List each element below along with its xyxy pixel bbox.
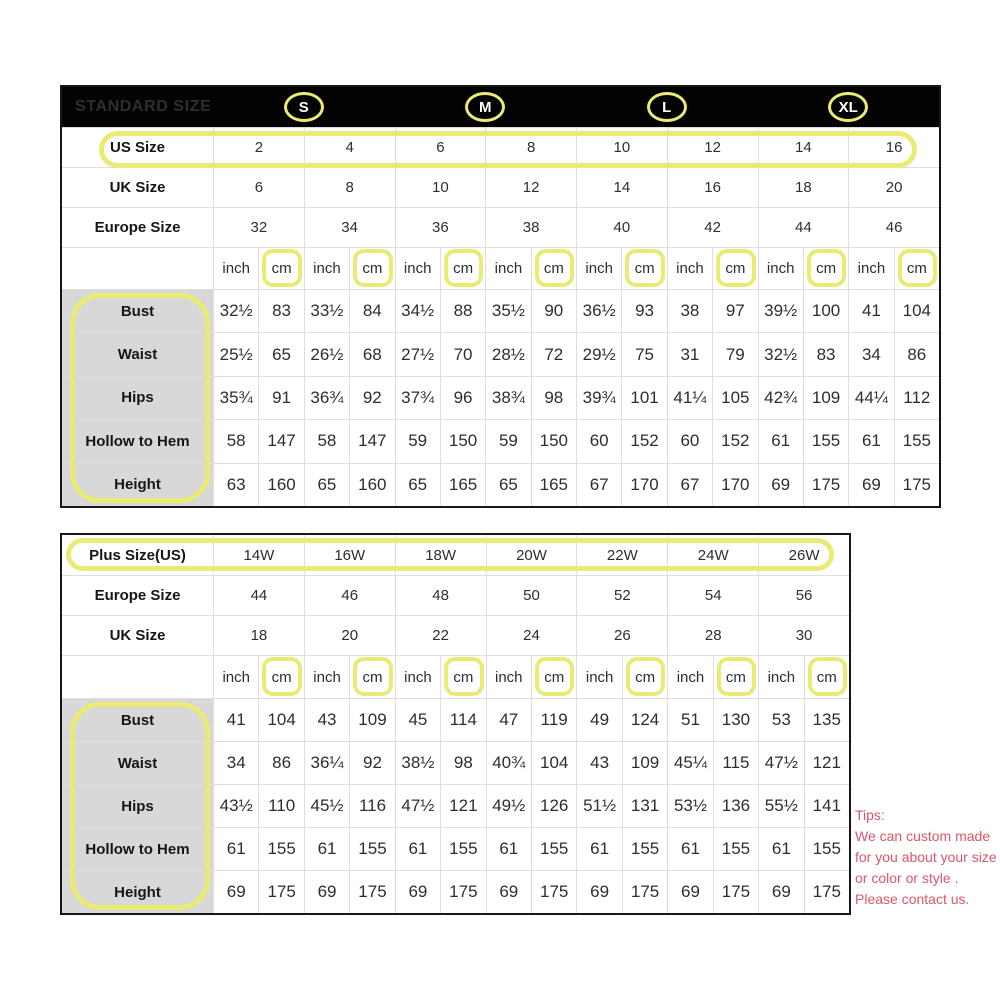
measure-value: 90 (531, 289, 576, 332)
size-value: 20 (848, 167, 939, 207)
measure-label: Waist (62, 332, 213, 375)
size-value: 36 (395, 207, 486, 247)
measure-value: 121 (440, 784, 485, 827)
measure-row (62, 463, 939, 506)
size-value: 6 (395, 127, 486, 167)
measure-value: 155 (894, 419, 939, 462)
measure-value: 175 (803, 463, 848, 506)
size-row (62, 535, 849, 575)
measure-value: 141 (804, 784, 849, 827)
size-value: 42 (667, 207, 758, 247)
measure-row (62, 332, 939, 375)
measure-value: 31 (667, 332, 712, 375)
measure-value: 175 (258, 870, 303, 913)
size-value: 18 (758, 167, 849, 207)
measure-value: 155 (531, 827, 576, 870)
measure-value: 49½ (486, 784, 531, 827)
measure-value: 35½ (485, 289, 530, 332)
measure-value: 136 (713, 784, 758, 827)
size-value: 46 (848, 207, 939, 247)
measure-row (62, 784, 849, 827)
size-value: 10 (395, 167, 486, 207)
measure-value: 98 (531, 376, 576, 419)
row-label: Plus Size(US) (89, 546, 186, 564)
measure-value: 83 (258, 289, 303, 332)
empty-cell (62, 655, 213, 698)
measure-value: 36¼ (304, 741, 349, 784)
size-value: 56 (758, 575, 849, 615)
unit-inch-label: inch (758, 247, 803, 289)
size-value: 12 (485, 167, 576, 207)
measure-value: 65 (304, 463, 349, 506)
measure-value: 26½ (304, 332, 349, 375)
unit-cm-label: cm (531, 247, 576, 289)
measure-value: 155 (258, 827, 303, 870)
measure-value: 27½ (395, 332, 440, 375)
measure-value: 40¾ (486, 741, 531, 784)
measure-value: 152 (712, 419, 757, 462)
row-label: Europe Size (62, 575, 213, 615)
measure-value: 65 (485, 463, 530, 506)
size-value: 24 (486, 615, 577, 655)
size-value: 18 (213, 615, 304, 655)
measure-label: Hollow to Hem (62, 827, 213, 870)
measure-value: 175 (349, 870, 394, 913)
size-value: 50 (486, 575, 577, 615)
measure-value: 38¾ (485, 376, 530, 419)
size-value: 38 (485, 207, 576, 247)
size-circle-annotation: XL (828, 92, 868, 122)
measure-row (62, 376, 939, 419)
measure-value: 42¾ (758, 376, 803, 419)
size-value: 22W (576, 535, 667, 575)
measure-value: 104 (258, 698, 303, 741)
measure-value: 69 (304, 870, 349, 913)
measure-value: 150 (531, 419, 576, 462)
measure-value: 175 (804, 870, 849, 913)
measure-label: Height (62, 463, 213, 506)
unit-inch-label: inch (758, 655, 803, 698)
measure-value: 109 (622, 741, 667, 784)
measure-value: 175 (440, 870, 485, 913)
size-value: 24W (667, 535, 758, 575)
measure-value: 61 (667, 827, 712, 870)
unit-inch-label: inch (576, 247, 621, 289)
measure-label: Hollow to Hem (62, 419, 213, 462)
size-value: 6 (213, 167, 304, 207)
measure-value: 104 (531, 741, 576, 784)
size-value: 48 (395, 575, 486, 615)
measure-value: 53 (758, 698, 803, 741)
measure-value: 47 (486, 698, 531, 741)
measure-value: 155 (622, 827, 667, 870)
measure-value: 32½ (213, 289, 258, 332)
measure-value: 155 (803, 419, 848, 462)
measure-value: 152 (621, 419, 666, 462)
measure-value: 175 (531, 870, 576, 913)
measure-label: Bust (62, 289, 213, 332)
size-value: 22 (395, 615, 486, 655)
measure-value: 115 (713, 741, 758, 784)
measure-value: 92 (349, 741, 394, 784)
unit-inch-label: inch (395, 655, 440, 698)
measure-label: Hips (62, 376, 213, 419)
measure-value: 69 (486, 870, 531, 913)
size-value: 52 (576, 575, 667, 615)
size-value: 14 (576, 167, 667, 207)
measure-value: 32½ (758, 332, 803, 375)
size-value: 26W (758, 535, 849, 575)
measure-value: 155 (713, 827, 758, 870)
unit-row (62, 247, 939, 289)
measure-value: 175 (622, 870, 667, 913)
measure-value: 98 (440, 741, 485, 784)
unit-cm-label: cm (894, 247, 939, 289)
measure-value: 75 (621, 332, 666, 375)
size-group-s (213, 87, 395, 127)
measure-value: 147 (258, 419, 303, 462)
measure-value: 41¼ (667, 376, 712, 419)
measure-value: 38 (667, 289, 712, 332)
measure-value: 69 (848, 463, 893, 506)
size-value: 16 (848, 127, 939, 167)
measure-value: 39¾ (576, 376, 621, 419)
measure-value: 84 (349, 289, 394, 332)
empty-cell (62, 247, 213, 289)
measure-value: 88 (440, 289, 485, 332)
unit-cm-label: cm (804, 655, 849, 698)
measure-value: 43 (304, 698, 349, 741)
size-value: 10 (576, 127, 667, 167)
measure-row (62, 419, 939, 462)
measure-value: 69 (758, 463, 803, 506)
measure-label: Hips (62, 784, 213, 827)
unit-inch-label: inch (213, 655, 258, 698)
measure-value: 63 (213, 463, 258, 506)
size-value: 20W (486, 535, 577, 575)
size-value: 2 (213, 127, 304, 167)
measure-value: 61 (486, 827, 531, 870)
measure-value: 155 (804, 827, 849, 870)
measure-value: 109 (349, 698, 394, 741)
measure-value: 109 (803, 376, 848, 419)
measure-value: 79 (712, 332, 757, 375)
measure-value: 45¼ (667, 741, 712, 784)
size-value: 44 (213, 575, 304, 615)
measure-value: 65 (258, 332, 303, 375)
measure-row (62, 870, 849, 913)
measure-value: 29½ (576, 332, 621, 375)
measure-value: 165 (440, 463, 485, 506)
unit-cm-label: cm (712, 247, 757, 289)
row-label: UK Size (62, 615, 213, 655)
standard-size-table (60, 85, 941, 508)
size-value: 16W (304, 535, 395, 575)
measure-value: 35¾ (213, 376, 258, 419)
size-row (62, 207, 939, 247)
size-value: 40 (576, 207, 667, 247)
size-row (62, 127, 939, 167)
standard-header-row (62, 87, 939, 127)
row-label: UK Size (62, 167, 213, 207)
measure-value: 93 (621, 289, 666, 332)
measure-value: 58 (304, 419, 349, 462)
measure-value: 43½ (213, 784, 258, 827)
plus-size-table (60, 533, 851, 915)
size-circle-annotation: L (647, 92, 687, 122)
tips-line: or color or style . (855, 870, 959, 886)
measure-value: 112 (894, 376, 939, 419)
measure-value: 114 (440, 698, 485, 741)
unit-inch-label: inch (486, 655, 531, 698)
measure-value: 34½ (395, 289, 440, 332)
measure-value: 59 (395, 419, 440, 462)
measure-value: 155 (440, 827, 485, 870)
size-circle-annotation: S (284, 92, 324, 122)
unit-inch-label: inch (667, 655, 712, 698)
tips-note (855, 805, 997, 910)
unit-cm-label: cm (349, 247, 394, 289)
measure-value: 97 (712, 289, 757, 332)
measure-value: 61 (395, 827, 440, 870)
measure-value: 131 (622, 784, 667, 827)
size-value: 12 (667, 127, 758, 167)
measure-value: 160 (349, 463, 394, 506)
measure-value: 121 (804, 741, 849, 784)
unit-row (62, 655, 849, 698)
measure-row (62, 698, 849, 741)
measure-value: 37¾ (395, 376, 440, 419)
size-value: 32 (213, 207, 304, 247)
measure-value: 47½ (758, 741, 803, 784)
unit-inch-label: inch (213, 247, 258, 289)
measure-value: 69 (395, 870, 440, 913)
size-value: 14 (758, 127, 849, 167)
measure-value: 86 (258, 741, 303, 784)
measure-value: 33½ (304, 289, 349, 332)
size-value: 44 (758, 207, 849, 247)
size-group-xl (758, 87, 940, 127)
measure-value: 61 (304, 827, 349, 870)
size-row (62, 575, 849, 615)
measure-value: 86 (894, 332, 939, 375)
unit-cm-label: cm (440, 247, 485, 289)
tips-title: Tips: (855, 807, 885, 823)
unit-cm-label: cm (349, 655, 394, 698)
unit-cm-label: cm (622, 655, 667, 698)
measure-value: 34 (848, 332, 893, 375)
unit-inch-label: inch (667, 247, 712, 289)
measure-value: 69 (576, 870, 621, 913)
size-value: 34 (304, 207, 395, 247)
measure-row (62, 741, 849, 784)
size-row (62, 167, 939, 207)
measure-value: 124 (622, 698, 667, 741)
measure-value: 61 (848, 419, 893, 462)
size-value: 4 (304, 127, 395, 167)
measure-value: 55½ (758, 784, 803, 827)
measure-value: 43 (576, 741, 621, 784)
measure-value: 150 (440, 419, 485, 462)
measure-value: 72 (531, 332, 576, 375)
measure-value: 39½ (758, 289, 803, 332)
measure-value: 41 (213, 698, 258, 741)
measure-value: 61 (758, 827, 803, 870)
measure-value: 135 (804, 698, 849, 741)
size-circle-annotation: M (465, 92, 505, 122)
measure-value: 61 (758, 419, 803, 462)
measure-value: 67 (667, 463, 712, 506)
measure-value: 60 (576, 419, 621, 462)
standard-size-title: STANDARD SIZE (75, 98, 212, 115)
measure-value: 69 (667, 870, 712, 913)
measure-value: 119 (531, 698, 576, 741)
measure-value: 61 (213, 827, 258, 870)
size-value: 14W (213, 535, 304, 575)
tips-line: for you about your size (855, 849, 997, 865)
measure-value: 41 (848, 289, 893, 332)
size-value: 54 (667, 575, 758, 615)
size-value: 18W (395, 535, 486, 575)
size-row (62, 615, 849, 655)
measure-value: 160 (258, 463, 303, 506)
row-label: Europe Size (62, 207, 213, 247)
size-value: 46 (304, 575, 395, 615)
measure-value: 67 (576, 463, 621, 506)
unit-inch-label: inch (304, 655, 349, 698)
measure-value: 155 (349, 827, 394, 870)
measure-value: 53½ (667, 784, 712, 827)
unit-cm-label: cm (531, 655, 576, 698)
measure-label: Waist (62, 741, 213, 784)
size-group-m (395, 87, 577, 127)
measure-value: 105 (712, 376, 757, 419)
measure-value: 51 (667, 698, 712, 741)
measure-value: 65 (395, 463, 440, 506)
unit-inch-label: inch (395, 247, 440, 289)
measure-value: 36½ (576, 289, 621, 332)
size-group-l (576, 87, 758, 127)
tips-line: Please contact us. (855, 891, 970, 907)
measure-value: 68 (349, 332, 394, 375)
size-value: 30 (758, 615, 849, 655)
measure-value: 116 (349, 784, 394, 827)
measure-value: 59 (485, 419, 530, 462)
unit-cm-label: cm (258, 247, 303, 289)
measure-value: 38½ (395, 741, 440, 784)
measure-row (62, 289, 939, 332)
measure-value: 44¼ (848, 376, 893, 419)
measure-value: 25½ (213, 332, 258, 375)
measure-value: 110 (258, 784, 303, 827)
unit-inch-label: inch (304, 247, 349, 289)
row-label: US Size (62, 127, 213, 167)
measure-value: 28½ (485, 332, 530, 375)
measure-value: 96 (440, 376, 485, 419)
measure-value: 36¾ (304, 376, 349, 419)
unit-cm-label: cm (258, 655, 303, 698)
size-value: 26 (576, 615, 667, 655)
size-value: 8 (304, 167, 395, 207)
measure-value: 47½ (395, 784, 440, 827)
measure-value: 104 (894, 289, 939, 332)
measure-value: 175 (713, 870, 758, 913)
size-value: 16 (667, 167, 758, 207)
measure-value: 170 (712, 463, 757, 506)
measure-value: 70 (440, 332, 485, 375)
measure-label: Bust (62, 698, 213, 741)
measure-value: 126 (531, 784, 576, 827)
unit-inch-label: inch (576, 655, 621, 698)
unit-cm-label: cm (713, 655, 758, 698)
measure-value: 60 (667, 419, 712, 462)
measure-value: 49 (576, 698, 621, 741)
unit-cm-label: cm (803, 247, 848, 289)
measure-value: 165 (531, 463, 576, 506)
measure-value: 92 (349, 376, 394, 419)
measure-value: 51½ (576, 784, 621, 827)
measure-value: 101 (621, 376, 666, 419)
tips-line: We can custom made (855, 828, 991, 844)
measure-value: 34 (213, 741, 258, 784)
measure-value: 61 (576, 827, 621, 870)
size-value: 28 (667, 615, 758, 655)
unit-cm-label: cm (440, 655, 485, 698)
measure-value: 130 (713, 698, 758, 741)
measure-value: 170 (621, 463, 666, 506)
measure-value: 83 (803, 332, 848, 375)
measure-value: 175 (894, 463, 939, 506)
measure-value: 91 (258, 376, 303, 419)
measure-value: 100 (803, 289, 848, 332)
measure-label: Height (62, 870, 213, 913)
measure-row (62, 827, 849, 870)
unit-cm-label: cm (621, 247, 666, 289)
measure-value: 45 (395, 698, 440, 741)
unit-inch-label: inch (848, 247, 893, 289)
measure-value: 45½ (304, 784, 349, 827)
size-value: 8 (485, 127, 576, 167)
measure-value: 69 (213, 870, 258, 913)
unit-inch-label: inch (485, 247, 530, 289)
measure-value: 147 (349, 419, 394, 462)
size-value: 20 (304, 615, 395, 655)
measure-value: 58 (213, 419, 258, 462)
measure-value: 69 (758, 870, 803, 913)
